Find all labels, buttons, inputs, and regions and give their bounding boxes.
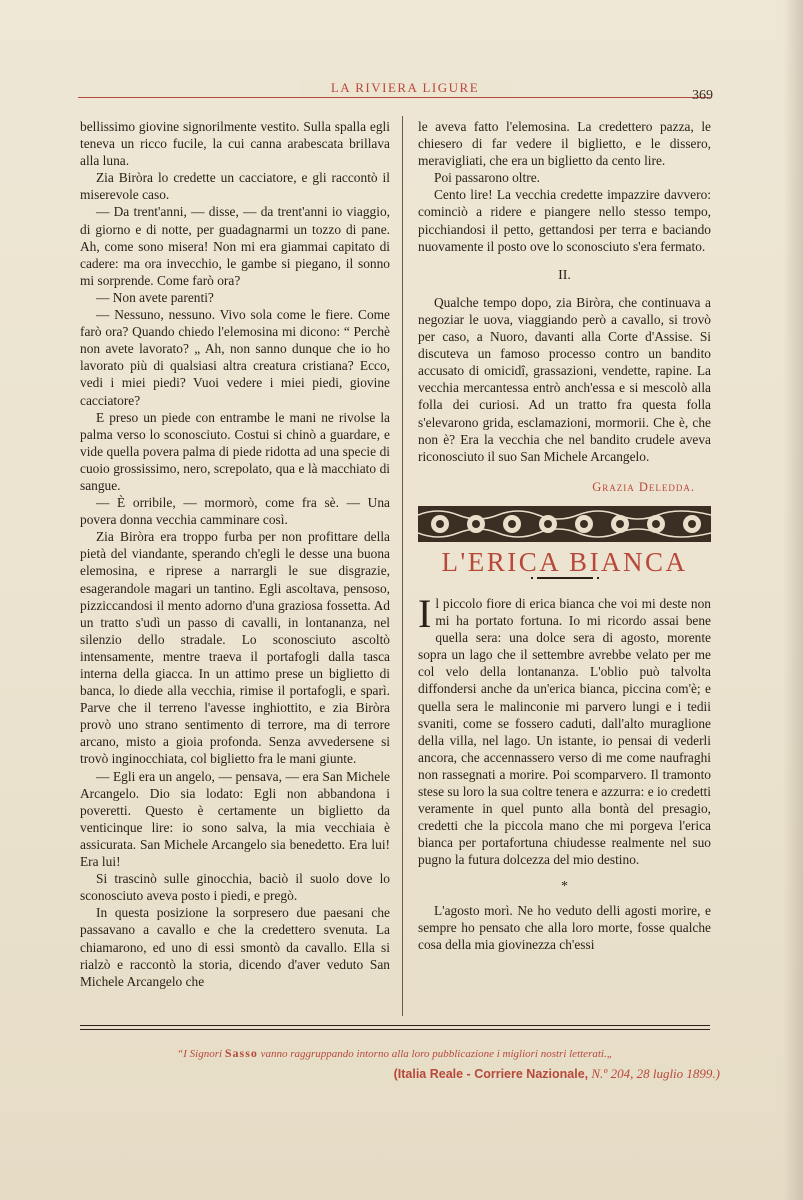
paragraph: Cento lire! La vecchia credette impazzire davvero: cominciò a ridere e piangere nello stesso tempo, picchiandosi il petto, gettandosi per terra e baciando nuovamente il posto ove lo sconosciuto s'era fermato. <box>418 187 711 254</box>
paragraph: Zia Biròra era troppo furba per non profittare della pietà del viandante, sperando ch'egli le desse una buona elemosina, e riprese a narrargli le sue disgrazie, esagerandole magari un tantino. Egli ascoltava, pensoso, pizziccandosi il mento adorno d'una graziosa fossetta. Ad un tratto s'udì un passo di cavalli, in lontananza, nel silenzio dello stradale. Lo sconosciuto ascoltò intensamente, mentre traeva il portafogli dalla tasca interna della giacca. In un attimo prese un biglietto di banca, lo diede alla vecchia, rimise il portafogli, e sparì. Parve che il terreno l'avesse inghiottito, e zia Biròra provò uno strano sentimento di terrore, ma di terrore arcano, misto a gioia profonda. Senza avvedersene si trovò inginocchiata, col biglietto fra le mani giunte. <box>80 529 390 767</box>
footer-quote <box>80 1046 710 1061</box>
paragraph: — Egli era un angelo, — pensava, — era San Michele Arcangelo. Dio sia lodato: Egli non abbandona i poveretti. Questo è certamente un biglietto da venticinque lire: io sono salva, la mia vecchiaia è assicurata. San Michele Arcangelo sia benedetto. Era lui! Era lui! <box>80 768 390 870</box>
footer-rule-thin <box>80 1029 710 1030</box>
footer-issue: N.º 204, 28 luglio 1899.) <box>591 1066 720 1081</box>
paragraph: — Nessuno, nessuno. Vivo sola come le fiere. Come farò ora? Quando chiedo l'elemosina mi dicono: “ Perchè non avete lavorato? „ Ah, non sanno dunque che io ho lavorato più di qualsiasi altra creatura cristiana? Ecco, vedi i miei piedi? Vuoi vedere i miei piedi, giovine cacciatore? <box>80 307 390 408</box>
left-column <box>80 118 390 990</box>
column-divider <box>402 116 403 1016</box>
paragraph: — Da trent'anni, — disse, — da trent'anni io viaggio, di giorno e di notte, per guadagnarmi un tozzo di pane. Ah, come sono misera! Non mi era giammai capitato di cadere: ma ora invecchio, le gambe si piegano, il sonno mi sorprende. Come farò ora? <box>80 204 390 288</box>
paragraph: L'agosto morì. Ne ho veduto delli agosti morire, e sempre ho pensato che alla loro morte, fosse qualche cosa della mia giovinezza ch'essi <box>418 902 711 952</box>
footer-brand: Sasso <box>224 1046 258 1060</box>
ornamental-banner <box>418 506 711 542</box>
paragraph: Poi passarono oltre. <box>434 170 540 186</box>
paragraph: Qualche tempo dopo, zia Biròra, che continuava a negoziar le uova, viaggiando però a cavallo, si trovò per caso, a Nuoro, davanti alla Corte d'Assise. Si discuteva un famoso processo contro un bandito accusato di omicidî, grassazioni, vendette, rapine. La vecchia mercantessa entrò anch'essa e si mescolò alla folla dei curiosi. Ad un tratto fra questa folla s'elevarono grida, esclamazioni, mormorii. Che è, che non è? Era la vecchia che nel bandito crudele aveva riconosciuto il suo San Michele Arcangelo. <box>418 294 711 464</box>
footer-quote-text: vanno raggruppando intorno alla loro pubblicazione i migliori nostri letterati.„ <box>260 1048 613 1060</box>
footer-rule <box>80 1025 710 1026</box>
floral-ornament-icon <box>418 507 711 541</box>
page-number: 369 <box>692 88 713 103</box>
paragraph <box>418 590 711 869</box>
right-column <box>418 118 711 953</box>
footer-quote-prefix: “I Signori <box>177 1048 223 1060</box>
header-rule <box>78 97 710 98</box>
paragraph: Si trascinò sulle ginocchia, baciò il suolo dove lo sconosciuto aveva posto i piedi, e pregò. <box>80 871 390 904</box>
title-rule <box>537 577 593 579</box>
paragraph: In questa posizione la sorpresero due paesani che passavano a cavallo e che la credettero svenuta. La chiamarono, ed uno di essi smontò da cavallo. Ella si rialzò e raccontò la storia, dicendo d'aver veduto San Michele Arcangelo che <box>80 905 390 989</box>
footer-citation <box>200 1066 720 1082</box>
paragraph: bellissimo giovine signorilmente vestito. Sulla spalla egli teneva un ricco fucile, la cui canna arabescata brillava alla luna. <box>80 119 390 169</box>
paragraph-text: l piccolo fiore di erica bianca che voi mi deste non mi ha portato fortuna. Io mi ricordo assai bene quella sera: una dolce sera di agosto, morente sopra un lago che il settembre avrebbe velato per me col velo della lontananza. L'oblio può talvolta diffondersi anche da un'erica bianca, piccina com'è; e quella sera le malinconie mi parvero lungi e i tedii svaniti, come se fossero caduti, dall'alto muraglione della villa, nel lago. Un istante, io pensai di vederli ancora, che accennassero verso di me come naufraghi non rassegnati a morire. Poi scomparvero. Il tramonto stese su loro la sua coltre tenera e azzurra: e io credetti veramente in quel punto alla bontà del presagio, credetti che la piccola mano che mi porgeva l'erica bianca per portafortuna chiudesse realmente nel suo pugno la futura dolcezza del mio destino. <box>418 595 711 868</box>
section-number: II. <box>558 267 571 283</box>
section-separator: * <box>561 879 568 895</box>
running-header-title: LA RIVIERA LIGURE <box>300 80 510 96</box>
page-edge <box>783 0 803 1200</box>
drop-cap: I <box>418 590 432 636</box>
paragraph: — È orribile, — mormorò, come fra sè. — Una povera donna vecchia camminare così. <box>80 495 390 528</box>
paragraph: le aveva fatto l'elemosina. La credettero pazza, le chiesero di far vedere il biglietto, e le dissero, meravigliati, che era un biglietto da cento lire. <box>418 119 711 169</box>
paragraph: E preso un piede con entrambe le mani ne rivolse la palma verso lo sconosciuto. Costui si chinò a guardare, e vide quella povera palma di piede ridotta ad una specie di cuoio grossissimo, nero, screpolato, qua e là macchiato di sangue. <box>80 409 390 493</box>
paragraph: Zia Biròra lo credette un cacciatore, e gli raccontò il miserevole caso. <box>80 170 390 203</box>
article-title: L'ERICA BIANCA <box>441 546 688 577</box>
author-signature: Grazia Deledda. <box>592 479 695 494</box>
footer-newspaper: (Italia Reale - Corriere Nazionale, <box>393 1067 589 1081</box>
paragraph: — Non avete parenti? <box>96 289 214 305</box>
